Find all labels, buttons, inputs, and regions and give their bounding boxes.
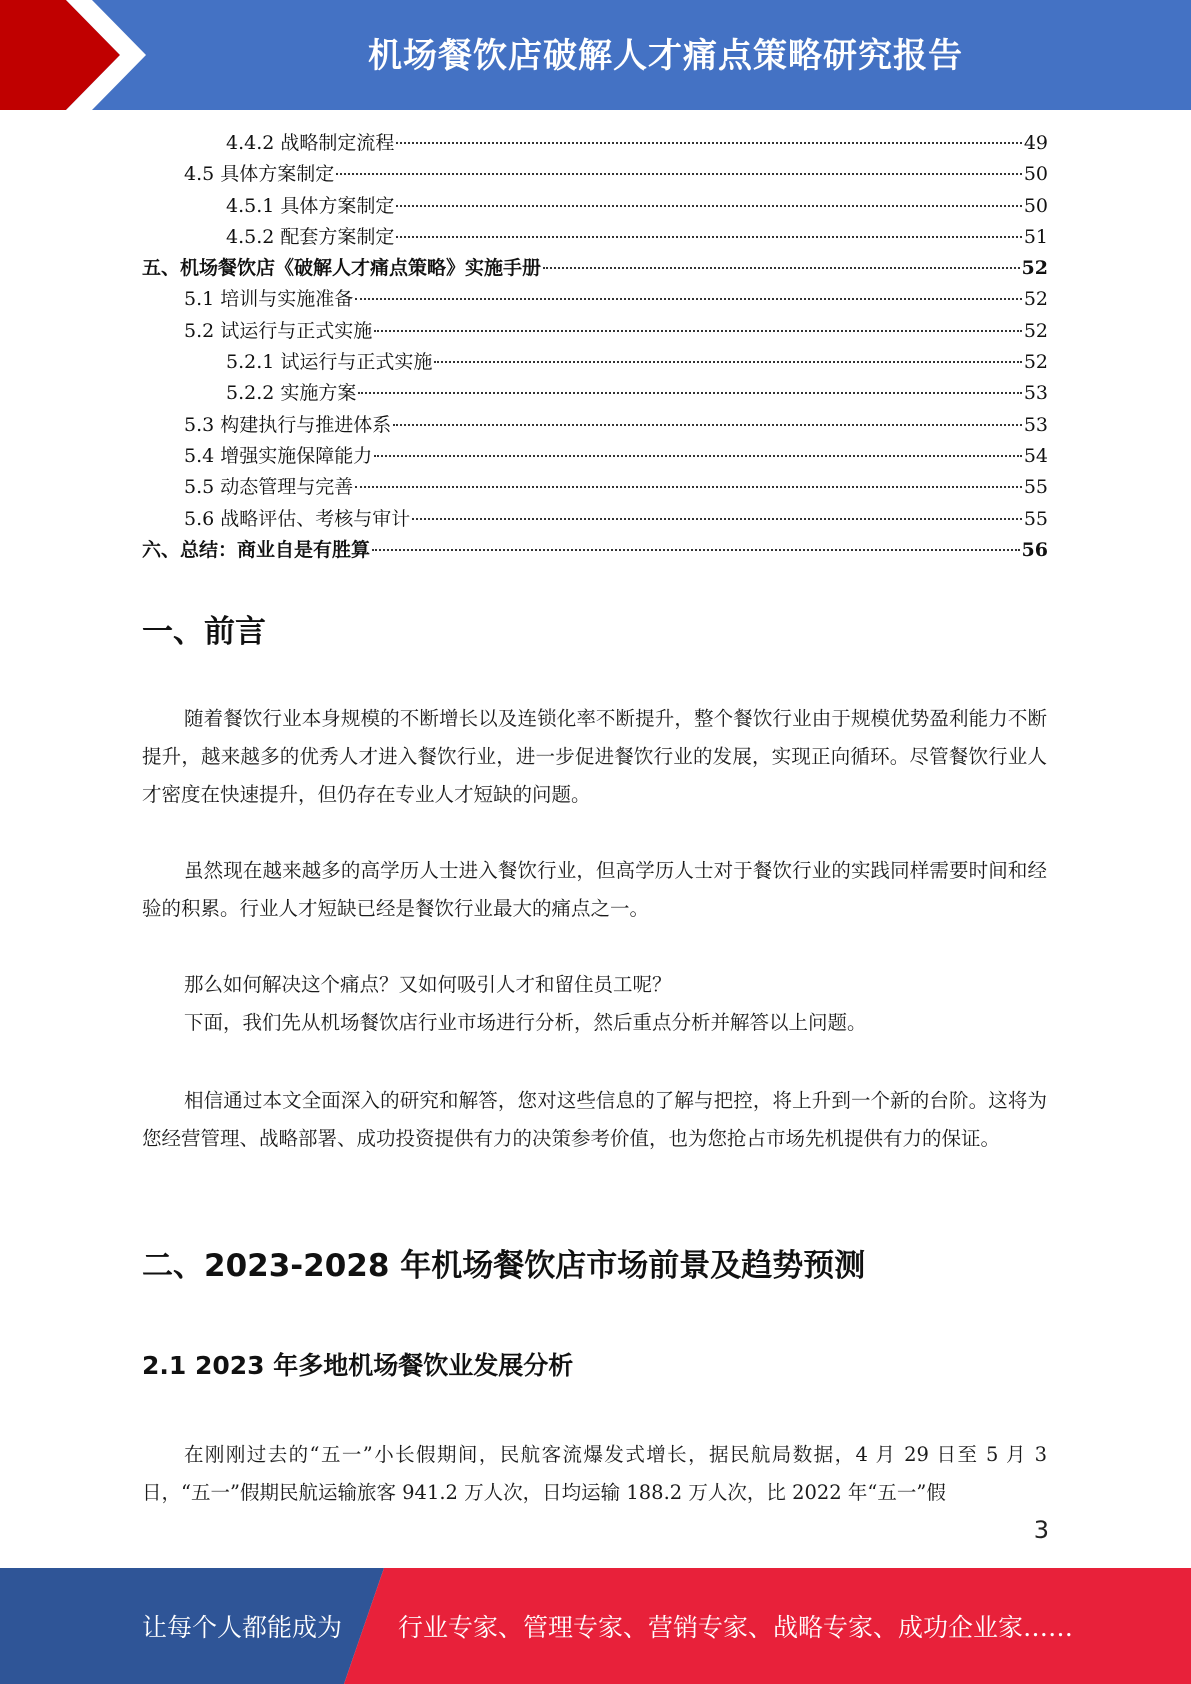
toc-dot-leader — [372, 549, 1020, 551]
paragraph: 在刚刚过去的“五一”小长假期间，民航客流爆发式增长，据民航局数据，4 月 29 日至 5 月 3 日，“五一”假期民航运输旅客 941.2 万人次，日均运输 188.2 万人次，比 2022 年“五一”假 — [142, 1443, 1047, 1504]
header-banner — [0, 0, 1191, 110]
section-heading-preface: 一、前言 — [142, 614, 266, 650]
toc-entry[interactable] — [142, 222, 1048, 253]
toc-entry-label: 5.2 试运行与正式实施 — [184, 319, 373, 342]
sub-heading-2-1: 2.1 2023 年多地机场餐饮业发展分析 — [142, 1351, 574, 1380]
page-number: 3 — [1033, 1516, 1049, 1544]
toc-dot-leader — [543, 267, 1020, 269]
toc-entry-label: 5.6 战略评估、考核与审计 — [184, 507, 411, 530]
toc-entry[interactable] — [142, 191, 1048, 222]
toc-entry[interactable] — [142, 504, 1048, 535]
toc-entry-label: 5.5 动态管理与完善 — [184, 476, 354, 499]
toc-dot-leader — [336, 173, 1022, 175]
toc-entry-label: 4.4.2 战略制定流程 — [226, 132, 395, 154]
table-of-contents — [142, 128, 1048, 566]
paragraph: 下面，我们先从机场餐饮店行业市场进行分析，然后重点分析并解答以上问题。 — [184, 1011, 867, 1034]
toc-dot-leader — [355, 298, 1022, 300]
toc-entry-page: 49 — [1023, 132, 1048, 154]
toc-entry-page: 53 — [1023, 382, 1048, 405]
toc-entry-label: 5.2.2 实施方案 — [226, 382, 357, 405]
header-arrow-decoration — [0, 0, 160, 110]
footer-slogan-left: 让每个人都能成为 — [142, 1613, 343, 1642]
toc-entry-label: 4.5 具体方案制定 — [184, 163, 335, 186]
toc-entry-label: 4.5.1 具体方案制定 — [226, 194, 395, 217]
toc-dot-leader — [396, 236, 1021, 238]
toc-entry-label: 5.1 培训与实施准备 — [184, 288, 354, 311]
toc-entry-page: 52 — [1021, 257, 1048, 280]
toc-dot-leader — [412, 518, 1022, 520]
section-heading-market-forecast: 二、2023-2028 年机场餐饮店市场前景及趋势预测 — [142, 1248, 866, 1284]
toc-entry-page: 51 — [1023, 225, 1048, 248]
toc-dot-leader — [374, 455, 1022, 457]
toc-entry-page: 56 — [1021, 538, 1048, 561]
toc-entry[interactable] — [142, 128, 1048, 159]
toc-dot-leader — [434, 361, 1021, 363]
toc-entry[interactable] — [142, 472, 1048, 503]
toc-dot-leader — [374, 330, 1022, 332]
toc-entry-page: 52 — [1023, 319, 1048, 342]
toc-entry[interactable] — [142, 253, 1048, 284]
toc-dot-leader — [396, 205, 1021, 207]
toc-entry-page: 55 — [1023, 476, 1048, 499]
toc-entry[interactable] — [142, 316, 1048, 347]
toc-entry-label: 五、机场餐饮店《破解人才痛点策略》实施手册 — [142, 257, 542, 280]
toc-entry-label: 4.5.2 配套方案制定 — [226, 225, 395, 248]
toc-dot-leader — [358, 392, 1021, 394]
toc-entry-page: 53 — [1023, 413, 1048, 436]
toc-dot-leader — [396, 142, 1021, 144]
footer-slogan-right: 行业专家、管理专家、营销专家、战略专家、成功企业家…… — [398, 1613, 1074, 1642]
toc-entry[interactable] — [142, 347, 1048, 378]
paragraph: 虽然现在越来越多的高学历人士进入餐饮行业，但高学历人士对于餐饮行业的实践同样需要时间和经验的积累。行业人才短缺已经是餐饮行业最大的痛点之一。 — [142, 859, 1047, 920]
toc-entry[interactable] — [142, 441, 1048, 472]
toc-entry-page: 50 — [1023, 163, 1048, 186]
toc-dot-leader — [355, 486, 1022, 488]
toc-entry[interactable] — [142, 159, 1048, 190]
toc-entry-page: 50 — [1023, 194, 1048, 217]
toc-entry-page: 52 — [1023, 351, 1048, 374]
toc-entry-page: 55 — [1023, 507, 1048, 530]
paragraph: 相信通过本文全面深入的研究和解答，您对这些信息的了解与把控，将上升到一个新的台阶。这将为您经营管理、战略部署、成功投资提供有力的决策参考价值，也为您抢占市场先机提供有力的保证。 — [142, 1089, 1047, 1150]
toc-entry-label: 5.2.1 试运行与正式实施 — [226, 351, 433, 374]
toc-entry[interactable] — [142, 284, 1048, 315]
toc-entry-page: 54 — [1023, 444, 1048, 467]
toc-entry[interactable] — [142, 410, 1048, 441]
toc-entry[interactable] — [142, 535, 1048, 566]
header-title: 机场餐饮店破解人才痛点策略研究报告 — [368, 36, 963, 76]
footer-banner — [0, 1568, 1191, 1684]
toc-entry-label: 5.4 增强实施保障能力 — [184, 444, 373, 467]
paragraph: 那么如何解决这个痛点？又如何吸引人才和留住员工呢？ — [184, 973, 672, 996]
toc-dot-leader — [393, 424, 1022, 426]
toc-entry-label: 5.3 构建执行与推进体系 — [184, 413, 392, 436]
paragraph: 随着餐饮行业本身规模的不断增长以及连锁化率不断提升，整个餐饮行业由于规模优势盈利能力不断提升，越来越多的优秀人才进入餐饮行业，进一步促进餐饮行业的发展，实现正向循环。尽管餐饮行业人才密度在快速提升，但仍存在专业人才短缺的问题。 — [142, 707, 1047, 806]
toc-entry-page: 52 — [1023, 288, 1048, 311]
toc-entry-label: 六、总结：商业自是有胜算 — [142, 538, 371, 561]
toc-entry[interactable] — [142, 378, 1048, 409]
